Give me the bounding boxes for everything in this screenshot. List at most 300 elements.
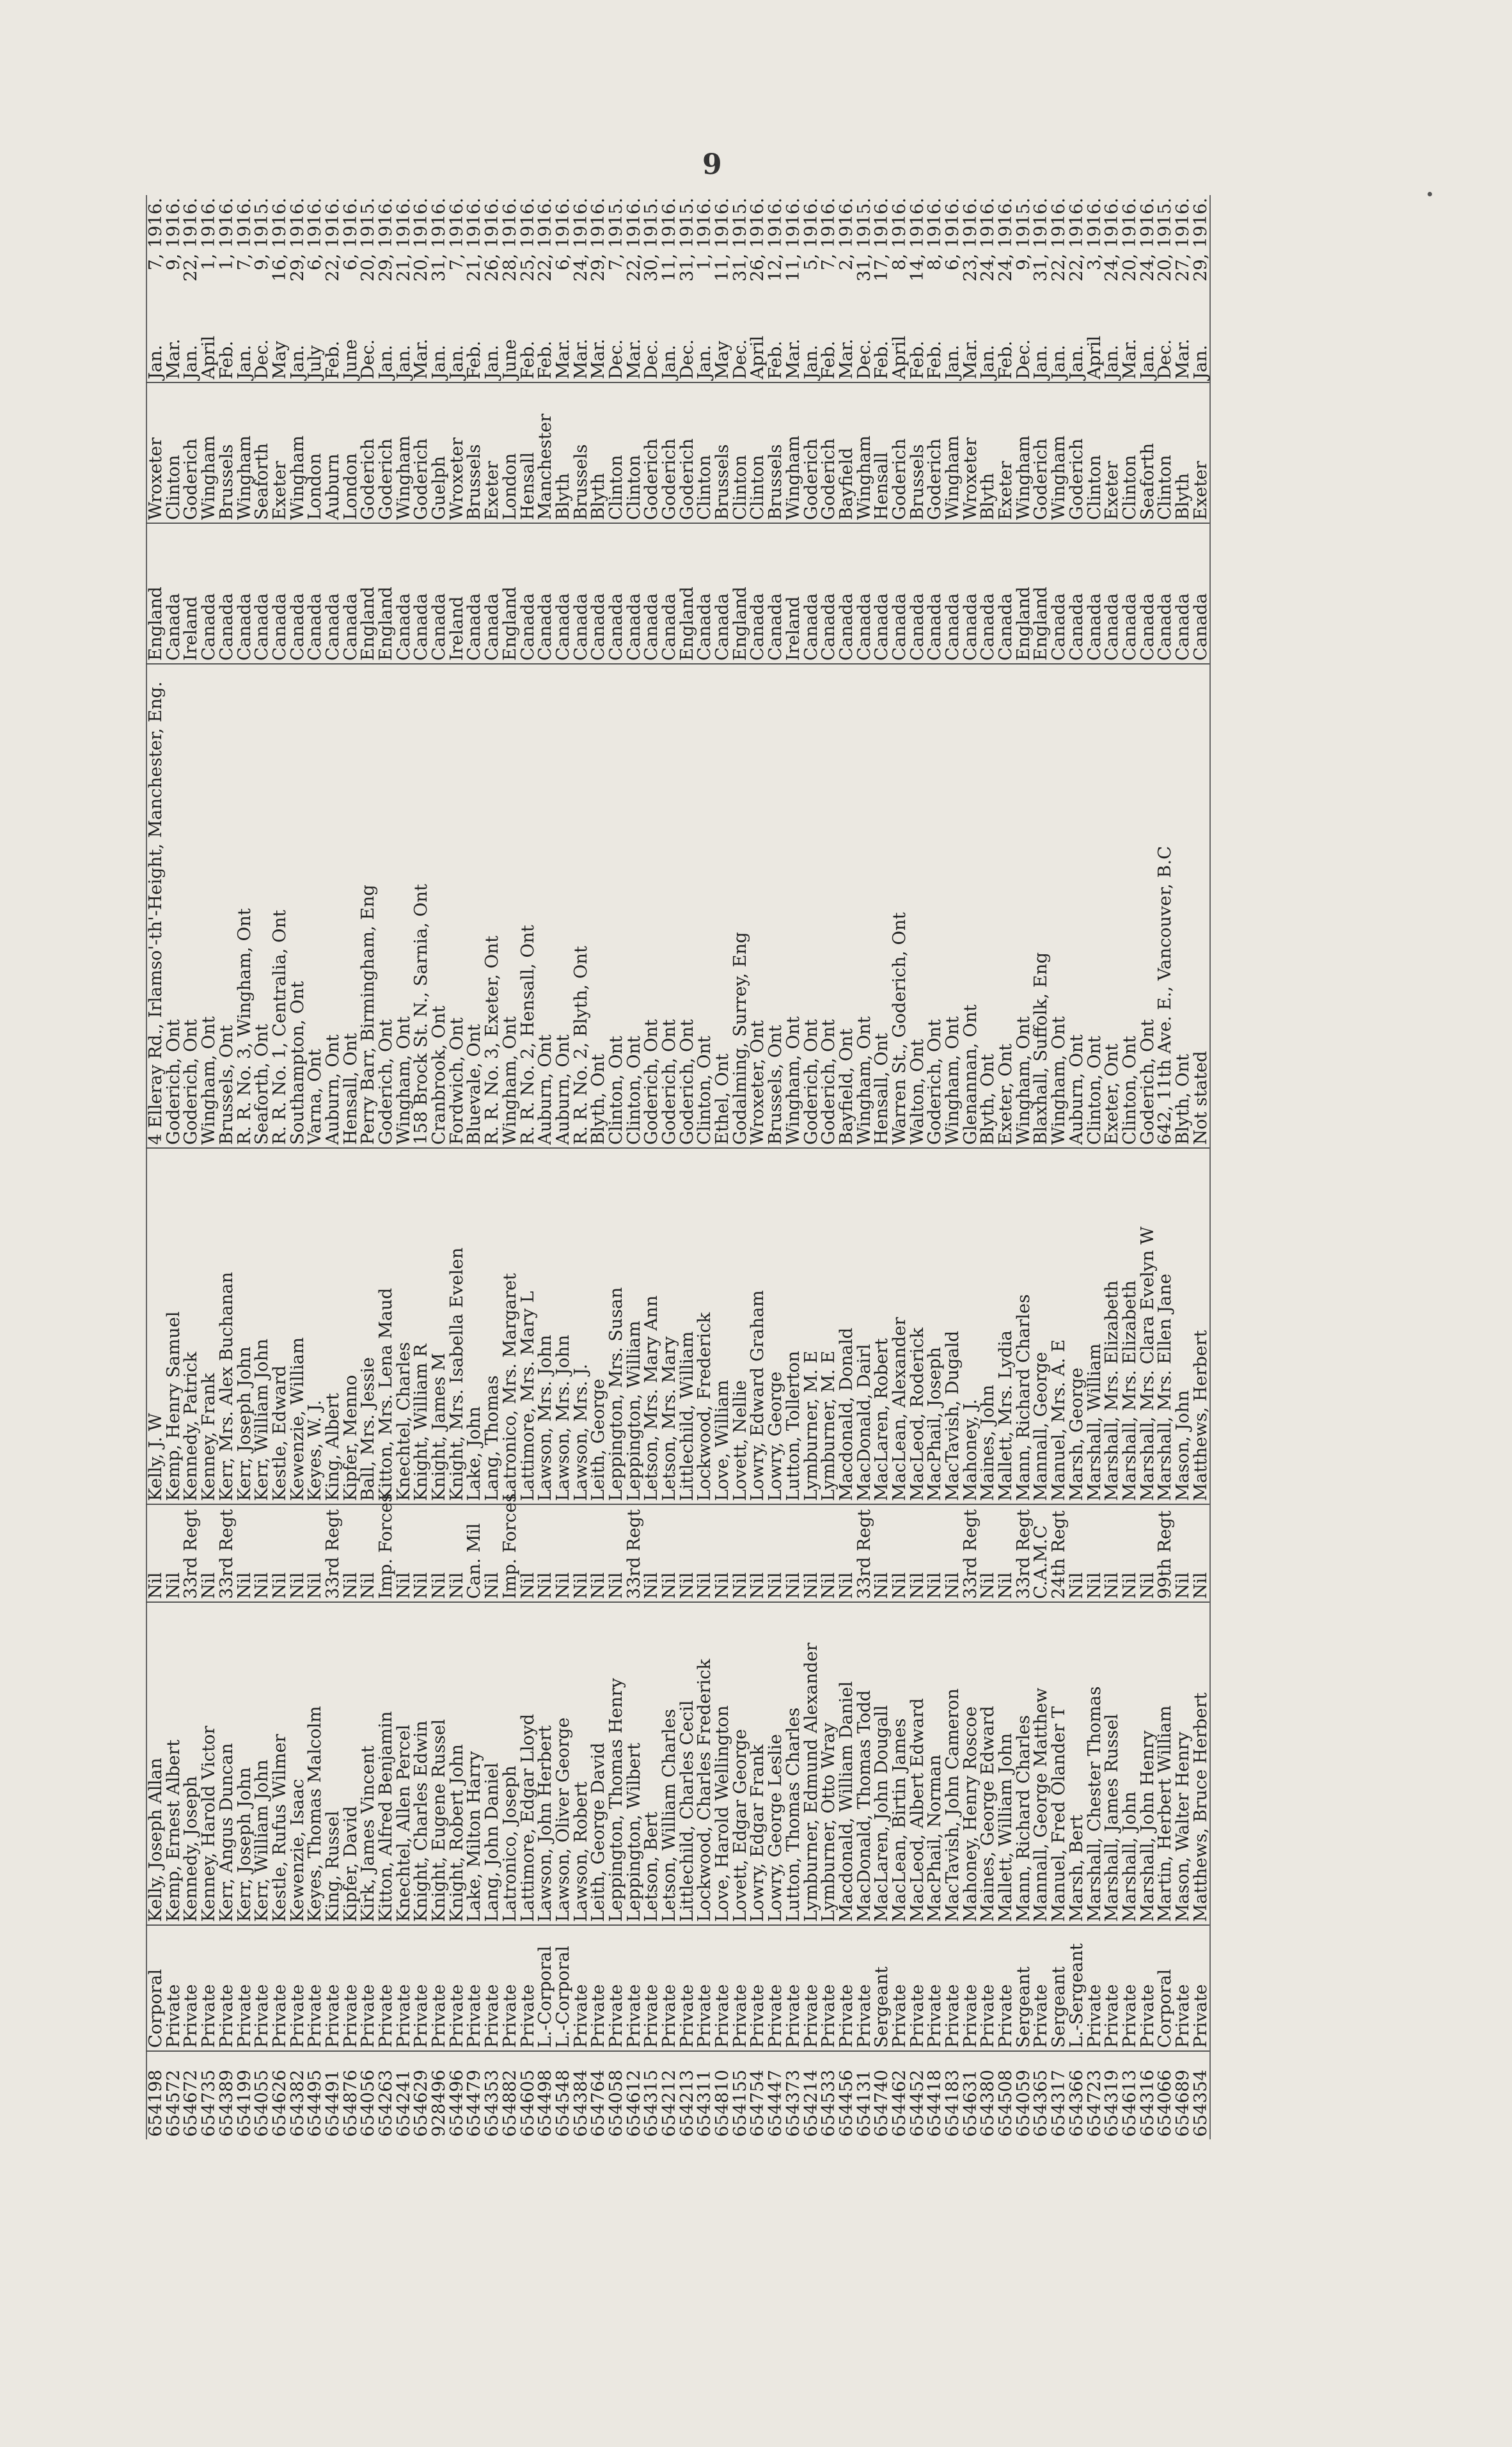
regimental-number: 654508 bbox=[997, 2051, 1015, 2139]
regimental-number: 654629 bbox=[413, 2051, 430, 2139]
table-row bbox=[820, 195, 838, 2139]
enlistment-month: Feb. bbox=[818, 340, 839, 379]
country-of-birth: Canada bbox=[395, 523, 413, 664]
enlistment-day-year: 23, 1916. bbox=[959, 198, 980, 282]
next-of-kin-address: Southampton, Ont bbox=[289, 664, 307, 1148]
enlistment-day-year: 1, 1916. bbox=[198, 198, 219, 271]
place-of-enlistment: Wingham bbox=[785, 382, 803, 523]
place-of-enlistment: Clinton bbox=[732, 382, 750, 523]
next-of-kin: Mannall, George bbox=[1032, 1148, 1050, 1504]
next-of-kin-address: Hensall, Ont bbox=[342, 664, 360, 1148]
regimental-number: 654058 bbox=[608, 2051, 626, 2139]
next-of-kin: Lowry, George bbox=[767, 1148, 785, 1504]
regimental-number: 654066 bbox=[1156, 2051, 1174, 2139]
place-of-enlistment: Clinton bbox=[1121, 382, 1139, 523]
next-of-kin: MacLaren, Robert bbox=[873, 1148, 891, 1504]
former-service: Nil bbox=[732, 1504, 750, 1602]
enlistment-month: Jan. bbox=[393, 345, 414, 379]
next-of-kin: Lovett, Nellie bbox=[732, 1148, 750, 1504]
regimental-number: 654740 bbox=[873, 2051, 891, 2139]
place-of-enlistment: Clinton bbox=[696, 382, 714, 523]
soldier-name: Letson, William Charles bbox=[661, 1602, 679, 1925]
former-service: Nil bbox=[289, 1504, 307, 1602]
enlistment-date bbox=[377, 195, 395, 382]
regimental-number: 654876 bbox=[342, 2051, 360, 2139]
soldier-name: Lawson, Robert bbox=[572, 1602, 590, 1925]
rank: Private bbox=[732, 1925, 750, 2051]
enlistment-date bbox=[802, 195, 820, 382]
country-of-birth: Canada bbox=[979, 523, 997, 664]
country-of-birth: Canada bbox=[820, 523, 838, 664]
enlistment-month: Jan. bbox=[180, 345, 201, 379]
country-of-birth: Canada bbox=[342, 523, 360, 664]
soldier-name: Littlechild, Charles Cecil bbox=[679, 1602, 697, 1925]
rank: Private bbox=[200, 1925, 218, 2051]
table-row bbox=[1015, 195, 1033, 2139]
next-of-kin-address: Goderich, Ont bbox=[661, 664, 679, 1148]
soldier-name: Kerr, Joseph John bbox=[235, 1602, 253, 1925]
enlistment-day-year: 20, 1915. bbox=[1154, 198, 1176, 282]
former-service: Nil bbox=[572, 1504, 590, 1602]
next-of-kin-address: Not stated bbox=[1192, 664, 1211, 1148]
regimental-number: 654689 bbox=[1174, 2051, 1192, 2139]
next-of-kin: Knight, Mrs. Isabella Evelen bbox=[448, 1148, 466, 1504]
enlistment-day-year: 20, 1915. bbox=[358, 198, 379, 282]
country-of-birth: Canada bbox=[1068, 523, 1086, 664]
enlistment-date bbox=[1156, 195, 1174, 382]
rank: Sergeant bbox=[1050, 1925, 1068, 2051]
country-of-birth: Canada bbox=[484, 523, 501, 664]
enlistment-month: Dec. bbox=[358, 339, 379, 379]
next-of-kin-address: Warren St., Goderich, Ont bbox=[891, 664, 909, 1148]
next-of-kin: Lawson, Mrs. J. bbox=[572, 1148, 590, 1504]
rank: Private bbox=[962, 1925, 980, 2051]
enlistment-month: Mar. bbox=[588, 338, 609, 379]
regimental-number: 654495 bbox=[306, 2051, 324, 2139]
next-of-kin: Lang, Thomas bbox=[484, 1148, 501, 1504]
enlistment-month: Dec. bbox=[853, 339, 874, 379]
former-service: Nil bbox=[1068, 1504, 1086, 1602]
next-of-kin: Leppington, William bbox=[626, 1148, 643, 1504]
rank: Private bbox=[271, 1925, 289, 2051]
place-of-enlistment: Hensall bbox=[519, 382, 537, 523]
enlistment-date bbox=[835, 195, 856, 382]
next-of-kin: Lymburner, M. E bbox=[802, 1148, 820, 1504]
regimental-number: 654626 bbox=[271, 2051, 289, 2139]
next-of-kin: Marshall, Mrs. Elizabeth bbox=[1103, 1148, 1121, 1504]
soldier-name: Lymburner, Otto Wray bbox=[820, 1602, 838, 1925]
enlistment-month: Dec. bbox=[729, 339, 750, 379]
regimental-number: 654498 bbox=[537, 2051, 555, 2139]
regimental-number: 928496 bbox=[430, 2051, 448, 2139]
table-row bbox=[661, 195, 679, 2139]
next-of-kin-address: Glenannan, Ont bbox=[962, 664, 980, 1148]
regimental-number: 654212 bbox=[661, 2051, 679, 2139]
regimental-number: 654316 bbox=[1139, 2051, 1157, 2139]
table-row bbox=[289, 195, 307, 2139]
table-row bbox=[377, 195, 395, 2139]
next-of-kin: Lawson, Mrs. John bbox=[555, 1148, 572, 1504]
regimental-number: 654384 bbox=[572, 2051, 590, 2139]
enlistment-date bbox=[253, 195, 271, 382]
former-service: Nil bbox=[1174, 1504, 1192, 1602]
next-of-kin-address: Clinton, Ont bbox=[626, 664, 643, 1148]
former-service: Nil bbox=[820, 1504, 838, 1602]
regimental-number: 654479 bbox=[466, 2051, 484, 2139]
regimental-number: 654452 bbox=[909, 2051, 927, 2139]
rank: Private bbox=[909, 1925, 927, 2051]
rank: L.-Sergeant bbox=[1068, 1925, 1086, 2051]
place-of-enlistment: Clinton bbox=[1085, 382, 1103, 523]
enlistment-date bbox=[182, 195, 200, 382]
table-row bbox=[359, 195, 377, 2139]
country-of-birth: Canada bbox=[997, 523, 1015, 664]
place-of-enlistment: Goderich bbox=[182, 382, 200, 523]
place-of-enlistment: Exeter bbox=[997, 382, 1015, 523]
table-row bbox=[608, 195, 626, 2139]
enlistment-day-year: 21, 1916. bbox=[393, 198, 414, 282]
enlistment-month: Dec. bbox=[251, 339, 272, 379]
enlistment-month: May bbox=[712, 340, 733, 379]
former-service: Nil bbox=[873, 1504, 891, 1602]
country-of-birth: Canada bbox=[235, 523, 253, 664]
table-row bbox=[1032, 195, 1050, 2139]
enlistment-month: Jan. bbox=[1066, 345, 1087, 379]
place-of-enlistment: Blyth bbox=[590, 382, 608, 523]
enlistment-day-year: 8, 1916. bbox=[888, 198, 910, 271]
next-of-kin-address: Brussels, Ont bbox=[218, 664, 236, 1148]
enlistment-date bbox=[944, 195, 962, 382]
table-row bbox=[626, 195, 643, 2139]
former-service: Nil bbox=[555, 1504, 572, 1602]
country-of-birth: Canada bbox=[271, 523, 289, 664]
place-of-enlistment: Wingham bbox=[944, 382, 962, 523]
enlistment-month: Feb. bbox=[216, 340, 237, 379]
former-service: Nil bbox=[271, 1504, 289, 1602]
soldier-name: Marshall, John bbox=[1121, 1602, 1139, 1925]
soldier-name: Lowry, George Leslie bbox=[767, 1602, 785, 1925]
country-of-birth: England bbox=[732, 523, 750, 664]
enlistment-month: Feb. bbox=[924, 340, 945, 379]
enlistment-date bbox=[484, 195, 501, 382]
enlistment-month: Feb. bbox=[871, 340, 892, 379]
soldier-name: Lattimore, Edgar Lloyd bbox=[519, 1602, 537, 1925]
next-of-kin-address: Blyth, Ont bbox=[1174, 664, 1192, 1148]
enlistment-month: Dec. bbox=[641, 339, 662, 379]
next-of-kin-address: Goderich, Ont bbox=[1139, 664, 1157, 1148]
enlistment-date bbox=[782, 195, 803, 382]
rank: Private bbox=[626, 1925, 643, 2051]
next-of-kin-address: Blyth, Ont bbox=[979, 664, 997, 1148]
country-of-birth: Canada bbox=[253, 523, 271, 664]
table-row bbox=[944, 195, 962, 2139]
former-service: Nil bbox=[909, 1504, 927, 1602]
enlistment-date bbox=[767, 195, 785, 382]
table-row bbox=[466, 195, 484, 2139]
soldier-name: MacDonald, Thomas Todd bbox=[856, 1602, 874, 1925]
country-of-birth: England bbox=[146, 523, 165, 664]
former-service: Nil bbox=[679, 1504, 697, 1602]
enlistment-day-year: 16, 1916. bbox=[269, 198, 290, 282]
country-of-birth: Canada bbox=[1174, 523, 1192, 664]
place-of-enlistment: Wingham bbox=[1050, 382, 1068, 523]
regimental-number: 654723 bbox=[1085, 2051, 1103, 2139]
country-of-birth: Ireland bbox=[448, 523, 466, 664]
regimental-number: 654491 bbox=[324, 2051, 342, 2139]
next-of-kin-address: Wingham, Ont bbox=[501, 664, 519, 1148]
place-of-enlistment: Goderich bbox=[359, 382, 377, 523]
soldier-name: King, Russel bbox=[324, 1602, 342, 1925]
enlistment-date bbox=[359, 195, 377, 382]
next-of-kin-address: Perry Barr, Birmingham, Eng bbox=[359, 664, 377, 1148]
rank: Private bbox=[218, 1925, 236, 2051]
enlistment-day-year: 1, 1916. bbox=[694, 198, 715, 271]
country-of-birth: Canada bbox=[767, 523, 785, 664]
next-of-kin: Kelly, J. W bbox=[146, 1148, 165, 1504]
former-service: Nil bbox=[785, 1504, 803, 1602]
enlistment-day-year: 6, 1916. bbox=[304, 198, 326, 271]
regimental-number: 654354 bbox=[1192, 2051, 1211, 2139]
place-of-enlistment: Brussels bbox=[767, 382, 785, 523]
enlistment-day-year: 5, 1916. bbox=[800, 198, 821, 271]
country-of-birth: Canada bbox=[696, 523, 714, 664]
former-service: Nil bbox=[235, 1504, 253, 1602]
regimental-number: 654462 bbox=[891, 2051, 909, 2139]
country-of-birth: Canada bbox=[1085, 523, 1103, 664]
enlistment-date bbox=[1068, 195, 1086, 382]
next-of-kin-address: Goderich, Ont bbox=[377, 664, 395, 1148]
rank: Private bbox=[785, 1925, 803, 2051]
soldier-name: Kenney, Harold Victor bbox=[200, 1602, 218, 1925]
soldier-name: Lovett, Edgar George bbox=[732, 1602, 750, 1925]
country-of-birth: Canada bbox=[289, 523, 307, 664]
country-of-birth: Canada bbox=[590, 523, 608, 664]
next-of-kin: Littlechild, William bbox=[679, 1148, 697, 1504]
soldier-name: Lutton, Thomas Charles bbox=[785, 1602, 803, 1925]
place-of-enlistment: Manchester bbox=[537, 382, 555, 523]
next-of-kin-address: R. R. No. 3, Exeter, Ont bbox=[484, 664, 501, 1148]
former-service: Nil bbox=[661, 1504, 679, 1602]
rank: Private bbox=[608, 1925, 626, 2051]
enlistment-day-year: 28, 1916. bbox=[499, 198, 520, 282]
next-of-kin: Macdonald, Donald bbox=[838, 1148, 856, 1504]
regimental-number: 654380 bbox=[979, 2051, 997, 2139]
enlistment-month: Jan. bbox=[375, 345, 397, 379]
enlistment-day-year: 22, 1916. bbox=[1066, 198, 1087, 282]
country-of-birth: Canada bbox=[519, 523, 537, 664]
rank: Private bbox=[926, 1925, 944, 2051]
rank: Private bbox=[1032, 1925, 1050, 2051]
enlistment-date bbox=[590, 195, 608, 382]
table-row bbox=[1121, 195, 1139, 2139]
enlistment-day-year: 9, 1915. bbox=[251, 198, 272, 271]
next-of-kin-address: Exeter, Ont bbox=[1103, 664, 1121, 1148]
rank: Private bbox=[767, 1925, 785, 2051]
regimental-number: 654319 bbox=[1103, 2051, 1121, 2139]
country-of-birth: Canada bbox=[1050, 523, 1068, 664]
country-of-birth: England bbox=[359, 523, 377, 664]
enlistment-month: April bbox=[747, 335, 768, 379]
country-of-birth: Canada bbox=[626, 523, 643, 664]
enlistment-date bbox=[466, 195, 484, 382]
table-row bbox=[749, 195, 767, 2139]
country-of-birth: Canada bbox=[324, 523, 342, 664]
soldier-name: Keyes, Thomas Malcolm bbox=[306, 1602, 324, 1925]
soldier-name: Leith, George David bbox=[590, 1602, 608, 1925]
rank: Private bbox=[838, 1925, 856, 2051]
soldier-name: Kipfer, David bbox=[342, 1602, 360, 1925]
enlistment-month: Feb. bbox=[765, 340, 786, 379]
place-of-enlistment: Brussels bbox=[909, 382, 927, 523]
enlistment-day-year: 31, 1916. bbox=[429, 198, 450, 282]
enlistment-month: Jan. bbox=[1137, 345, 1158, 379]
former-service: Nil bbox=[253, 1504, 271, 1602]
table-row bbox=[590, 195, 608, 2139]
table-row bbox=[1050, 195, 1068, 2139]
next-of-kin-address: R. R. No. 1, Centralia, Ont bbox=[271, 664, 289, 1148]
enlistment-day-year: 7, 1916. bbox=[233, 198, 255, 271]
enlistment-date bbox=[853, 195, 874, 382]
place-of-enlistment: Blyth bbox=[1174, 382, 1192, 523]
former-service: Nil bbox=[979, 1504, 997, 1602]
enlistment-day-year: 21, 1916. bbox=[464, 198, 485, 282]
regimental-number: 654382 bbox=[289, 2051, 307, 2139]
regimental-number: 654373 bbox=[785, 2051, 803, 2139]
soldier-name: Love, Harold Wellington bbox=[714, 1602, 732, 1925]
next-of-kin-address: Wingham, Ont bbox=[944, 664, 962, 1148]
enlistment-month: Mar. bbox=[570, 338, 591, 379]
enlistment-day-year: 3, 1916. bbox=[1083, 198, 1105, 271]
table-row bbox=[253, 195, 271, 2139]
next-of-kin: Letson, Mrs. Mary Ann bbox=[643, 1148, 661, 1504]
enlistment-date bbox=[537, 195, 555, 382]
enlistment-day-year: 8, 1916. bbox=[924, 198, 945, 271]
place-of-enlistment: Exeter bbox=[484, 382, 501, 523]
rank: Private bbox=[253, 1925, 271, 2051]
place-of-enlistment: Goderich bbox=[891, 382, 909, 523]
enlistment-month: Mar. bbox=[162, 338, 184, 379]
former-service: Nil bbox=[1085, 1504, 1103, 1602]
table-row bbox=[395, 195, 413, 2139]
enlistment-day-year: 31, 1916. bbox=[1030, 198, 1051, 282]
enlistment-day-year: 22, 1916. bbox=[623, 198, 644, 282]
place-of-enlistment: Goderich bbox=[820, 382, 838, 523]
table-row bbox=[1103, 195, 1121, 2139]
place-of-enlistment: Brussels bbox=[572, 382, 590, 523]
table-row bbox=[962, 195, 980, 2139]
enlistment-date bbox=[413, 195, 430, 382]
rank: Private bbox=[1085, 1925, 1103, 2051]
regimental-number: 654572 bbox=[165, 2051, 183, 2139]
enlistment-month: Jan. bbox=[659, 345, 680, 379]
rotated-roster bbox=[146, 195, 1289, 2139]
regimental-number: 654263 bbox=[377, 2051, 395, 2139]
former-service: Nil bbox=[1103, 1504, 1121, 1602]
enlistment-day-year: 25, 1916. bbox=[517, 198, 538, 282]
rank: L.-Corporal bbox=[555, 1925, 572, 2051]
soldier-name: Lockwood, Charles Frederick bbox=[696, 1602, 714, 1925]
enlistment-month: Dec. bbox=[1154, 339, 1176, 379]
next-of-kin: Lowry, Edward Graham bbox=[749, 1148, 767, 1504]
next-of-kin: Marshall, Mrs. Ellen Jane bbox=[1156, 1148, 1174, 1504]
table-row bbox=[200, 195, 218, 2139]
enlistment-day-year: 2, 1916. bbox=[835, 198, 856, 271]
next-of-kin-address: Bluevale, Ont bbox=[466, 664, 484, 1148]
next-of-kin: King, Albert bbox=[324, 1148, 342, 1504]
country-of-birth: Canada bbox=[572, 523, 590, 664]
enlistment-day-year: 26, 1916. bbox=[747, 198, 768, 282]
next-of-kin: Kerr, William John bbox=[253, 1148, 271, 1504]
soldier-name: Kerr, Angus Duncan bbox=[218, 1602, 236, 1925]
soldier-name: Latronico, Joseph bbox=[501, 1602, 519, 1925]
place-of-enlistment: Clinton bbox=[165, 382, 183, 523]
former-service: Nil bbox=[146, 1504, 165, 1602]
next-of-kin-address: Varna, Ont bbox=[306, 664, 324, 1148]
enlistment-date bbox=[714, 195, 732, 382]
enlistment-month: Jan. bbox=[977, 345, 998, 379]
country-of-birth: England bbox=[1015, 523, 1033, 664]
table-row bbox=[785, 195, 803, 2139]
next-of-kin: Lawson, Mrs. John bbox=[537, 1148, 555, 1504]
table-row bbox=[1139, 195, 1157, 2139]
enlistment-month: Feb. bbox=[906, 340, 927, 379]
soldier-name: Kelly, Joseph Allan bbox=[146, 1602, 165, 1925]
table-row bbox=[1085, 195, 1103, 2139]
place-of-enlistment: Goderich bbox=[643, 382, 661, 523]
enlistment-day-year: 29, 1916. bbox=[287, 198, 308, 282]
place-of-enlistment: Brussels bbox=[218, 382, 236, 523]
next-of-kin-address: Wingham, Ont bbox=[200, 664, 218, 1148]
rank: Private bbox=[643, 1925, 661, 2051]
regimental-number: 654447 bbox=[767, 2051, 785, 2139]
soldier-name: MacLeod, Albert Edward bbox=[909, 1602, 927, 1925]
next-of-kin-address: Ethel, Ont bbox=[714, 664, 732, 1148]
enlistment-date bbox=[572, 195, 590, 382]
next-of-kin: MacDonald, Dairl bbox=[856, 1148, 874, 1504]
regimental-number: 654418 bbox=[926, 2051, 944, 2139]
table-row bbox=[306, 195, 324, 2139]
place-of-enlistment: London bbox=[342, 382, 360, 523]
rank: Private bbox=[1103, 1925, 1121, 2051]
next-of-kin: Kennedy, Patrick bbox=[182, 1148, 200, 1504]
rank: Private bbox=[1139, 1925, 1157, 2051]
enlistment-date bbox=[218, 195, 236, 382]
next-of-kin: Ball, Mrs. Jessie bbox=[359, 1148, 377, 1504]
rank: Private bbox=[590, 1925, 608, 2051]
next-of-kin: Mann, Richard Charles bbox=[1015, 1148, 1033, 1504]
enlistment-month: Jan. bbox=[800, 345, 821, 379]
table-row bbox=[1156, 195, 1174, 2139]
country-of-birth: Canada bbox=[555, 523, 572, 664]
next-of-kin: Lake, John bbox=[466, 1148, 484, 1504]
enlistment-date bbox=[271, 195, 289, 382]
next-of-kin-address: Clinton, Ont bbox=[696, 664, 714, 1148]
next-of-kin: Kestle, Edward bbox=[271, 1148, 289, 1504]
place-of-enlistment: Clinton bbox=[608, 382, 626, 523]
place-of-enlistment: Bayfield bbox=[838, 382, 856, 523]
next-of-kin-address: Goderich, Ont bbox=[182, 664, 200, 1148]
country-of-birth: Ireland bbox=[785, 523, 803, 664]
enlistment-date bbox=[729, 195, 750, 382]
place-of-enlistment: Wroxeter bbox=[146, 382, 165, 523]
former-service: Nil bbox=[359, 1504, 377, 1602]
former-service: Nil bbox=[590, 1504, 608, 1602]
country-of-birth: Canada bbox=[873, 523, 891, 664]
place-of-enlistment: Wingham bbox=[395, 382, 413, 523]
regimental-number: 654241 bbox=[395, 2051, 413, 2139]
soldier-name: Knight, Eugene Russel bbox=[430, 1602, 448, 1925]
regimental-number: 654735 bbox=[200, 2051, 218, 2139]
